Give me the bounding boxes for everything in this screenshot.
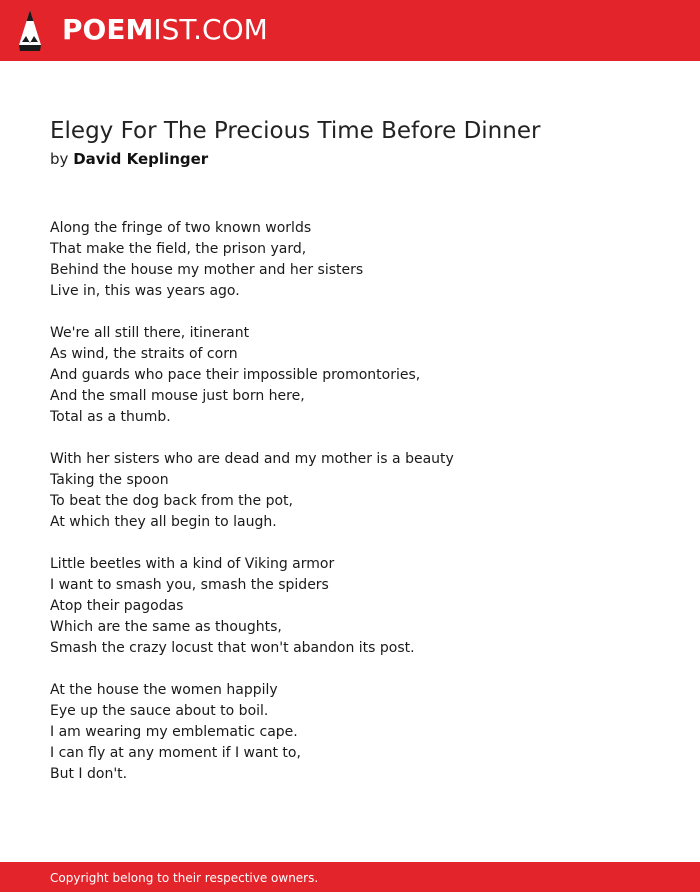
poem-line: As wind, the straits of corn	[50, 346, 238, 362]
site-logo-text[interactable]	[62, 11, 268, 49]
by-label: by	[50, 150, 69, 168]
site-header	[0, 0, 700, 61]
poem-line: We're all still there, itinerant	[50, 325, 250, 341]
poem-line: And the small mouse just born here,	[50, 388, 305, 404]
poem-line: Little beetles with a kind of Viking armor	[50, 556, 335, 572]
poem-line: To beat the dog back from the pot,	[50, 493, 293, 509]
copyright-notice: Copyright belong to their respective owners.	[50, 871, 319, 885]
poem-line: I can fly at any moment if I want to,	[50, 745, 301, 761]
poem-line: Along the fringe of two known worlds	[50, 220, 312, 236]
poem-body	[50, 218, 670, 806]
byline	[50, 148, 208, 170]
poem-line: I am wearing my emblematic cape.	[50, 724, 298, 740]
brand-bold: POEM	[62, 13, 154, 46]
poem-line: Taking the spoon	[50, 472, 169, 488]
site-footer	[0, 862, 700, 892]
poem-line: I want to smash you, smash the spiders	[50, 577, 329, 593]
stanza	[50, 680, 670, 785]
stanza	[50, 323, 670, 428]
poem-line: At which they all begin to laugh.	[50, 514, 277, 530]
poem-line: Atop their pagodas	[50, 598, 184, 614]
pencil-tip-icon[interactable]	[18, 9, 42, 52]
poem-line: And guards who pace their impossible promontories,	[50, 367, 421, 383]
author-name: David Keplinger	[73, 150, 209, 168]
poem-line: Which are the same as thoughts,	[50, 619, 282, 635]
poem-line: With her sisters who are dead and my mother is a beauty	[50, 451, 454, 467]
poem-title: Elegy For The Precious Time Before Dinner	[50, 118, 541, 144]
poem-line: Eye up the sauce about to boil.	[50, 703, 269, 719]
stanza	[50, 218, 670, 302]
poem-line: Smash the crazy locust that won't abandon its post.	[50, 640, 415, 656]
poem-line: Live in, this was years ago.	[50, 283, 240, 299]
stanza	[50, 554, 670, 659]
stanza	[50, 449, 670, 533]
poem-line: But I don't.	[50, 766, 128, 782]
poem-line: Behind the house my mother and her sisters	[50, 262, 364, 278]
poem-line: That make the field, the prison yard,	[50, 241, 307, 257]
poem-line: At the house the women happily	[50, 682, 278, 698]
poem-line: Total as a thumb.	[50, 409, 171, 425]
brand-light: IST.COM	[153, 13, 268, 46]
